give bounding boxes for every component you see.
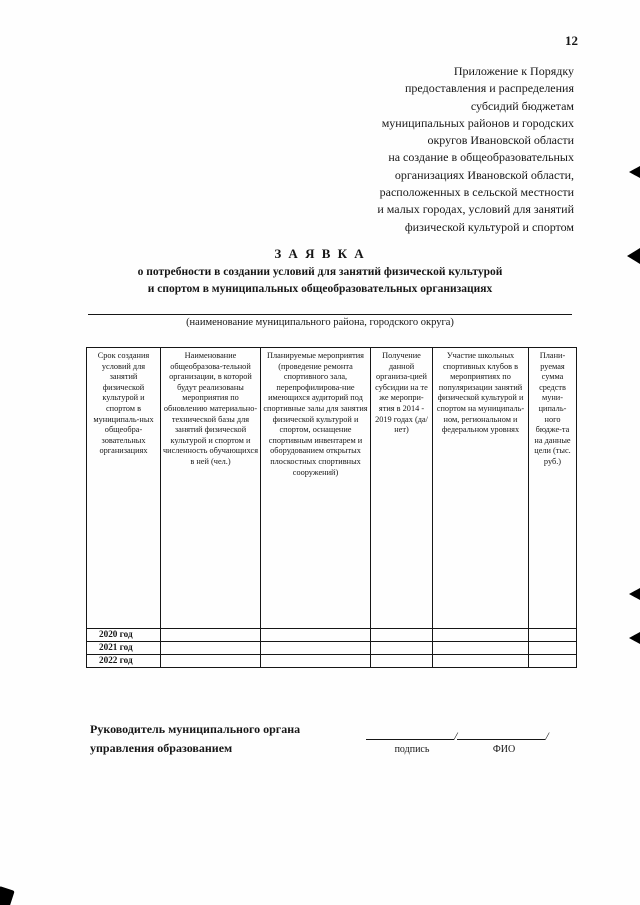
appendix-header-line: организациях Ивановской области, (394, 167, 574, 182)
column-header-term: Срок создания условий для занятий физической культурой и спортом в муниципаль-ных общеобра-зовательных организациях (87, 348, 161, 629)
document-title: З А Я В К А (274, 246, 366, 261)
document-subtitle-line: о потребности в создании условий для занятий физической культурой (137, 266, 503, 278)
appendix-header-line: физической культурой и спортом (404, 219, 574, 234)
signature-blank-line (366, 726, 454, 740)
year-cell: 2020 год (87, 629, 161, 642)
appendix-header-line: расположенных в сельской местности (379, 185, 574, 200)
appendix-header-line: и малых городах, условий для занятий (377, 202, 574, 217)
scan-artifact (629, 588, 640, 600)
empty-cell (371, 642, 433, 655)
scan-artifact (629, 166, 640, 178)
column-header-subsidy-received: Получение данной организа-цией субсидии на те же меропри-ятия в 2014 - 2019 годах (да/нет) (371, 348, 433, 629)
table-row (87, 655, 577, 668)
appendix-header-line: субсидий бюджетам (470, 98, 574, 113)
empty-cell (433, 629, 529, 642)
appendix-header-line: округов Ивановской области (427, 133, 574, 148)
column-header-club-participation: Участие школьных спортивных клубов в мероприятиях по популяризации занятий физической культурой и спортом на муниципаль-ном, региональном и федеральном уровнях (433, 348, 529, 629)
name-slash: / (545, 729, 549, 743)
table-row (87, 642, 577, 655)
page-number: 12 (565, 33, 578, 48)
municipality-name-blank-line (88, 314, 572, 315)
appendix-header-line: предоставления и распределения (405, 81, 574, 96)
signature-labels (366, 744, 576, 755)
document-subtitle-line: и спортом в муниципальных общеобразовательных организациях (147, 282, 493, 295)
table-header-row (87, 348, 577, 629)
column-header-activities: Планируемые мероприятия (проведение ремонта спортивного зала, перепрофилирова-ние имеющихся аудиторий под спортивные залы для занятия физической культурой и спортом, оснащение спортивным инвентарем и оборудованием открытых плоскостных спортивных сооружений) (261, 348, 371, 629)
empty-cell (433, 642, 529, 655)
appendix-header (234, 63, 574, 236)
empty-cell (529, 629, 577, 642)
signatory-title (90, 720, 360, 758)
table-row (87, 629, 577, 642)
empty-cell (161, 655, 261, 668)
signature-line-row (366, 726, 576, 743)
signatory-title-line: Руководитель муниципального органа (90, 722, 301, 736)
document-subtitle (0, 264, 640, 297)
column-header-planned-sum: Плани-руемая сумма средств муни-ципаль-ного бюдже-та на данные цели (тыс. руб.) (529, 348, 577, 629)
signature-label: подпись (394, 744, 430, 755)
empty-cell (261, 655, 371, 668)
year-cell: 2021 год (87, 642, 161, 655)
empty-cell (433, 655, 529, 668)
empty-cell (371, 655, 433, 668)
name-blank-line (457, 726, 545, 740)
scan-artifact (0, 886, 15, 905)
empty-cell (529, 642, 577, 655)
name-label: ФИО (492, 744, 516, 755)
appendix-header-line: на создание в общеобразовательных (388, 150, 574, 165)
application-table (86, 347, 577, 668)
scan-artifact (629, 632, 640, 644)
empty-cell (161, 642, 261, 655)
signature-block (366, 726, 576, 755)
appendix-header-line: Приложение к Порядку (453, 64, 574, 78)
appendix-header-line: муниципальных районов и городских (381, 115, 574, 130)
empty-cell (371, 629, 433, 642)
empty-cell (529, 655, 577, 668)
signatory-title-line: управления образованием (90, 741, 233, 755)
empty-cell (261, 642, 371, 655)
municipality-caption: (наименование муниципального района, городского округа) (186, 317, 454, 328)
column-header-organization: Наименование общеобразова-тельной организации, в которой будут реализованы мероприятия по обновлению материально-технической базы для занятий физической культурой и спортом и численность обучающихся в ней (чел.) (161, 348, 261, 629)
empty-cell (261, 629, 371, 642)
signature-slash: / (454, 729, 458, 743)
scan-artifact (627, 248, 640, 264)
year-cell: 2022 год (87, 655, 161, 668)
empty-cell (161, 629, 261, 642)
